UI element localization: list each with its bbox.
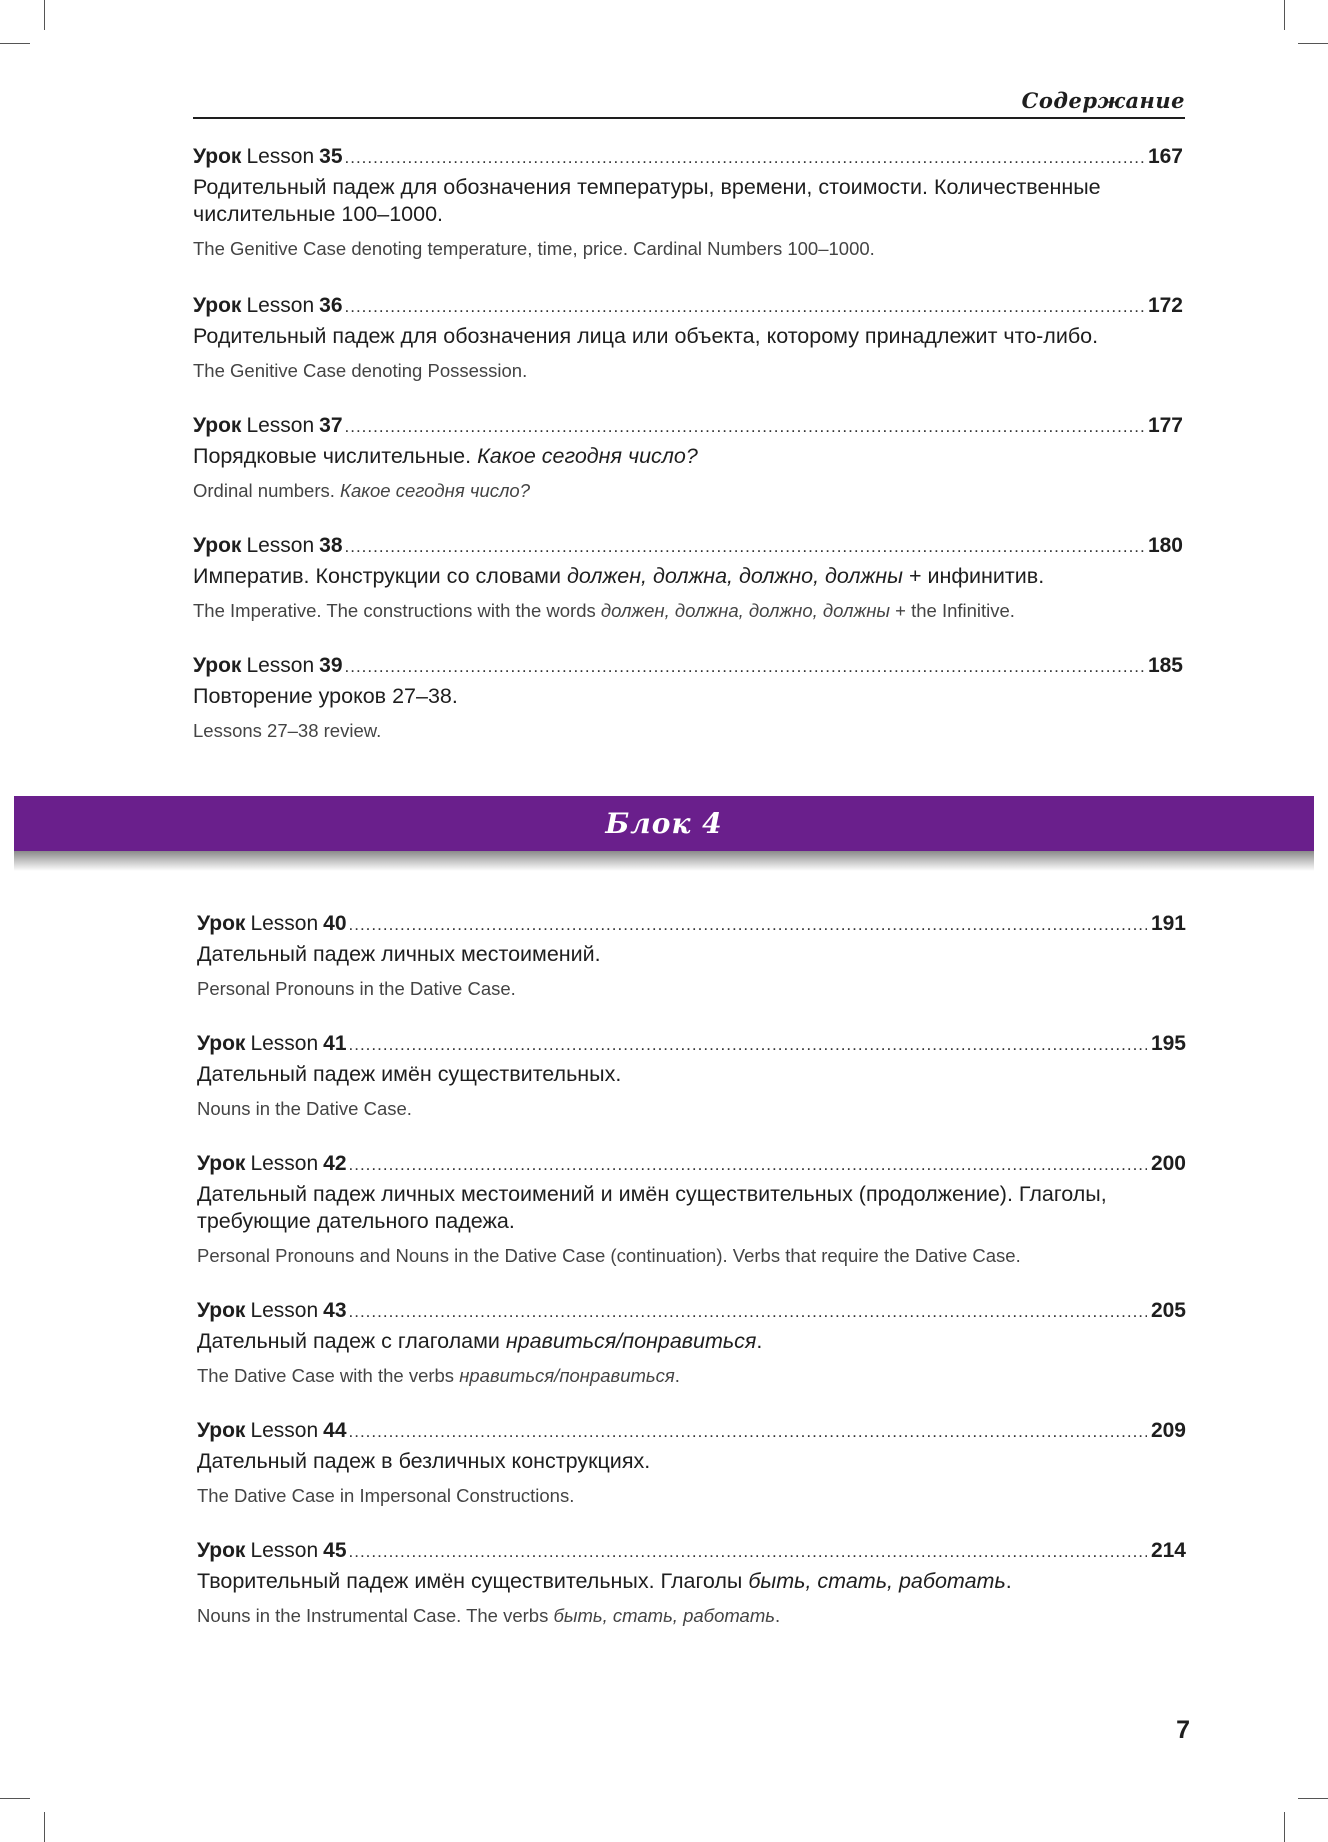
dot-leader (345, 653, 1144, 681)
text-segment: Повторение уроков 27–38. (193, 684, 458, 708)
crop-mark (0, 43, 30, 44)
text-segment: должен, должна, должно, должны (600, 600, 890, 621)
page-reference: 185 (1147, 654, 1183, 677)
toc-section-lessons-35-39 (193, 143, 1183, 744)
text-segment: Nouns in the Dative Case. (197, 1098, 412, 1119)
page-reference: 191 (1150, 912, 1186, 935)
dot-leader (349, 1418, 1147, 1446)
lesson-word-en: Lesson (246, 654, 315, 677)
toc-entry-heading (197, 1417, 1186, 1446)
text-segment: Какое сегодня число? (340, 480, 530, 501)
dot-leader (349, 1538, 1147, 1566)
lesson-title-en (193, 598, 1183, 624)
toc-section-lessons-40-45 (197, 910, 1186, 1629)
lesson-word-ru: Урок (197, 1419, 246, 1442)
crop-mark (1298, 1798, 1328, 1799)
lesson-number: 43 (323, 1299, 347, 1322)
lesson-word-ru: Урок (197, 1539, 246, 1562)
text-segment: Lessons 27–38 review. (193, 720, 382, 741)
text-segment: Дательный падеж с глаголами (197, 1329, 506, 1353)
lesson-word-ru: Урок (197, 1299, 246, 1322)
text-segment: The Dative Case with the verbs (197, 1365, 460, 1386)
lesson-title-ru (193, 174, 1183, 228)
lesson-number: 37 (319, 414, 343, 437)
lesson-title-ru (197, 1328, 1186, 1355)
toc-entry-heading (193, 143, 1183, 172)
lesson-word-ru: Урок (193, 145, 242, 168)
toc-entry-heading (197, 1150, 1186, 1179)
lesson-number: 36 (319, 294, 343, 317)
crop-mark (44, 1812, 45, 1842)
text-segment: Personal Pronouns and Nouns in the Dative Case (continuation). Verbs that require the Dative Case. (197, 1245, 1021, 1266)
page-reference: 177 (1147, 414, 1183, 437)
lesson-title-en (197, 1603, 1186, 1629)
toc-entry (193, 143, 1183, 262)
page-reference: 195 (1150, 1032, 1186, 1055)
toc-entry (197, 1537, 1186, 1629)
toc-entry (197, 1417, 1186, 1509)
lesson-number: 39 (319, 654, 343, 677)
toc-entry (193, 532, 1183, 624)
lesson-word-en: Lesson (246, 294, 315, 317)
lesson-word-en: Lesson (250, 912, 319, 935)
lesson-title-en (197, 1363, 1186, 1389)
dot-leader (349, 1031, 1147, 1059)
toc-entry (193, 412, 1183, 504)
lesson-title-ru (193, 683, 1183, 710)
lesson-word-en: Lesson (250, 1419, 319, 1442)
text-segment: Ordinal numbers. (193, 480, 341, 501)
toc-entry-heading (193, 532, 1183, 561)
lesson-number: 42 (323, 1152, 347, 1175)
text-segment: быть, стать, работать (748, 1569, 1006, 1593)
page-number: 7 (1176, 1716, 1190, 1744)
text-segment: Personal Pronouns in the Dative Case. (197, 978, 516, 999)
text-segment: . (775, 1605, 781, 1626)
text-segment: + the Infinitive. (890, 600, 1015, 621)
text-segment: The Genitive Case denoting Possession. (193, 360, 528, 381)
page-reference: 200 (1150, 1152, 1186, 1175)
toc-entry (193, 292, 1183, 384)
lesson-title-ru (193, 443, 1183, 470)
toc-entry-heading (197, 1297, 1186, 1326)
text-segment: . (674, 1365, 680, 1386)
toc-entry (197, 910, 1186, 1002)
text-segment: быть, стать, работать (553, 1605, 775, 1626)
toc-entry (193, 652, 1183, 744)
lesson-title-ru (193, 323, 1183, 350)
text-segment: + инфинитив. (902, 564, 1045, 588)
crop-mark (0, 1798, 30, 1799)
text-segment: Nouns in the Instrumental Case. The verbs (197, 1605, 554, 1626)
lesson-number: 40 (323, 912, 347, 935)
lesson-word-ru: Урок (193, 414, 242, 437)
dot-leader (345, 144, 1144, 172)
text-segment: . (1005, 1569, 1012, 1593)
text-segment: Родительный падеж для обозначения лица или объекта, которому принадлежит что-либо. (193, 324, 1099, 348)
text-segment: Императив. Конструкции со словами (193, 564, 567, 588)
toc-entry (197, 1030, 1186, 1122)
text-segment: The Imperative. The constructions with the words (193, 600, 601, 621)
lesson-title-en (193, 718, 1183, 744)
lesson-title-ru (197, 1181, 1186, 1235)
lesson-title-en (193, 236, 1183, 262)
lesson-word-en: Lesson (250, 1299, 319, 1322)
toc-entry-heading (197, 1537, 1186, 1566)
toc-entry-heading (193, 292, 1183, 321)
lesson-title-en (197, 1483, 1186, 1509)
lesson-title-en (193, 358, 1183, 384)
lesson-word-ru: Урок (193, 294, 242, 317)
page-reference: 167 (1147, 145, 1183, 168)
lesson-word-ru: Урок (193, 534, 242, 557)
lesson-word-en: Lesson (246, 145, 315, 168)
lesson-word-ru: Урок (197, 1032, 246, 1055)
crop-mark (1298, 43, 1328, 44)
lesson-word-ru: Урок (193, 654, 242, 677)
text-segment: Родительный падеж для обозначения температуры, времени, стоимости. Количественные числительные 100–1000. (193, 175, 1101, 226)
lesson-title-ru (197, 1568, 1186, 1595)
text-segment: Дательный падеж в безличных конструкциях. (197, 1449, 651, 1473)
text-segment: нравиться/понравиться (505, 1329, 757, 1353)
dot-leader (349, 911, 1147, 939)
toc-entry-heading (193, 412, 1183, 441)
lesson-word-en: Lesson (250, 1539, 319, 1562)
lesson-word-ru: Урок (197, 912, 246, 935)
block-banner (14, 796, 1314, 851)
toc-entry (197, 1297, 1186, 1389)
lesson-word-ru: Урок (197, 1152, 246, 1175)
dot-leader (345, 533, 1144, 561)
text-segment: Дательный падеж имён существительных. (197, 1062, 622, 1086)
page-reference: 172 (1147, 294, 1183, 317)
toc-entry-heading (197, 1030, 1186, 1059)
lesson-word-en: Lesson (246, 414, 315, 437)
text-segment: нравиться/понравиться (459, 1365, 675, 1386)
lesson-number: 38 (319, 534, 343, 557)
text-segment: должен, должна, должно, должны (566, 564, 903, 588)
dot-leader (345, 413, 1144, 441)
page-reference: 180 (1147, 534, 1183, 557)
lesson-number: 45 (323, 1539, 347, 1562)
page-reference: 209 (1150, 1419, 1186, 1442)
text-segment: Дательный падеж личных местоимений и имён существительных (продолжение). Глаголы, требующие дательного падежа. (197, 1182, 1107, 1233)
text-segment: . (756, 1329, 763, 1353)
text-segment: Дательный падеж личных местоимений. (197, 942, 601, 966)
text-segment: Какое сегодня число? (477, 444, 698, 468)
text-segment: The Dative Case in Impersonal Constructions. (197, 1485, 575, 1506)
block-title: Блок 4 (605, 807, 723, 840)
text-segment: Порядковые числительные. (193, 444, 478, 468)
crop-mark (1284, 0, 1285, 30)
text-segment: Творительный падеж имён существительных. Глаголы (197, 1569, 749, 1593)
toc-entry-heading (197, 910, 1186, 939)
lesson-number: 41 (323, 1032, 347, 1055)
lesson-title-ru (197, 1061, 1186, 1088)
lesson-title-en (197, 1096, 1186, 1122)
lesson-title-ru (197, 1448, 1186, 1475)
header-rule (193, 117, 1185, 119)
lesson-title-en (193, 478, 1183, 504)
dot-leader (345, 293, 1144, 321)
toc-entry-heading (193, 652, 1183, 681)
crop-mark (44, 0, 45, 30)
text-segment: The Genitive Case denoting temperature, time, price. Cardinal Numbers 100–1000. (193, 238, 875, 259)
lesson-number: 44 (323, 1419, 347, 1442)
lesson-word-en: Lesson (246, 534, 315, 557)
crop-mark (1284, 1812, 1285, 1842)
lesson-word-en: Lesson (250, 1032, 319, 1055)
lesson-title-en (197, 1243, 1186, 1269)
dot-leader (349, 1298, 1147, 1326)
lesson-title-ru (193, 563, 1183, 590)
dot-leader (349, 1151, 1147, 1179)
lesson-title-en (197, 976, 1186, 1002)
running-head-title: Содержание (1021, 88, 1185, 113)
lesson-number: 35 (319, 145, 343, 168)
lesson-title-ru (197, 941, 1186, 968)
page-reference: 205 (1150, 1299, 1186, 1322)
lesson-word-en: Lesson (250, 1152, 319, 1175)
toc-entry (197, 1150, 1186, 1269)
block-banner-shadow (14, 851, 1314, 871)
page-reference: 214 (1150, 1539, 1186, 1562)
